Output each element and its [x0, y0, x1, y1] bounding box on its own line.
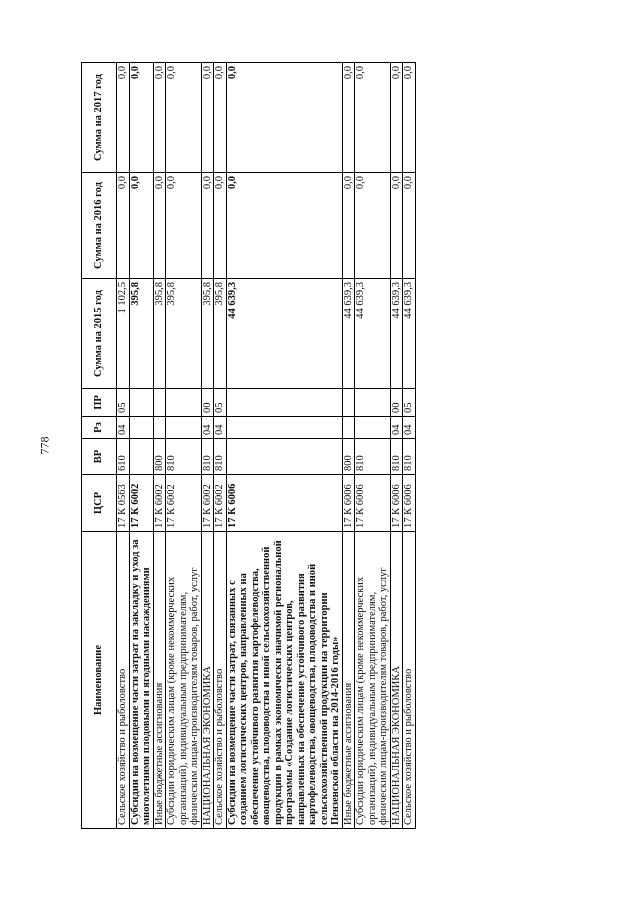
row-csr: 17 К 6006 — [342, 475, 355, 532]
row-csr: 17 К 6002 — [129, 475, 153, 532]
row-name: Иные бюджетные ассигнования — [153, 532, 166, 829]
row-sum-2015: 44 639,3 — [403, 279, 416, 389]
table-row — [226, 63, 342, 829]
row-name: Сельское хозяйство и рыболовство — [117, 532, 130, 829]
row-rz — [226, 417, 342, 439]
row-sum-2015: 44 639,3 — [355, 279, 391, 389]
row-pr — [355, 389, 391, 417]
row-vr: 810 — [214, 439, 227, 475]
row-pr: 00 — [201, 389, 214, 417]
row-name: Субсидии на возмещение части затрат, связанных с созданием логистических центров, направленных на обеспечение устойчивого развития картофелеводства, овощеводства, плодоводства и иной сельскохозяйственной продукции в рамках экономически значимой региональной программы «Создание логистических центров, направленных на обеспечение устойчивого развития картофелеводства, овощеводства, плодоводства и иной сельскохозяйственной продукции на территории Пензенской области на 2014-2016 годы» — [226, 532, 342, 829]
row-rz: 04 — [390, 417, 403, 439]
table-row — [153, 63, 166, 829]
row-csr: 17 К 6002 — [201, 475, 214, 532]
row-vr: 810 — [403, 439, 416, 475]
row-sum-2016: 0,0 — [201, 173, 214, 279]
table-row — [342, 63, 355, 829]
row-sum-2016: 0,0 — [129, 173, 153, 279]
row-name: Субсидии на возмещение части затрат на закладку и уход за многолетними плодовыми и ягодными насаждениями — [129, 532, 153, 829]
row-pr: 05 — [403, 389, 416, 417]
row-sum-2016: 0,0 — [342, 173, 355, 279]
row-rz — [342, 417, 355, 439]
row-name: Сельское хозяйство и рыболовство — [403, 532, 416, 829]
header-sum-2016: Сумма на 2016 год — [82, 173, 117, 279]
table-header-row — [82, 63, 117, 829]
row-sum-2017: 0,0 — [166, 63, 202, 173]
row-sum-2015: 44 639,3 — [390, 279, 403, 389]
row-sum-2017: 0,0 — [214, 63, 227, 173]
row-pr — [226, 389, 342, 417]
row-sum-2017: 0,0 — [226, 63, 342, 173]
row-sum-2015: 395,8 — [214, 279, 227, 389]
row-sum-2015: 44 639,3 — [226, 279, 342, 389]
row-sum-2015: 44 639,3 — [342, 279, 355, 389]
row-csr: 17 К 6006 — [390, 475, 403, 532]
row-sum-2016: 0,0 — [166, 173, 202, 279]
header-csr: ЦСР — [82, 475, 117, 532]
row-sum-2017: 0,0 — [390, 63, 403, 173]
header-vr: ВР — [82, 439, 117, 475]
table-row — [201, 63, 214, 829]
row-sum-2015: 395,8 — [153, 279, 166, 389]
table-row — [355, 63, 391, 829]
table-row — [166, 63, 202, 829]
row-name: Субсидии юридическим лицам (кроме некоммерческих организаций), индивидуальным предпринимателям, физическим лицам-производителям товаров, работ, услуг — [355, 532, 391, 829]
row-pr — [129, 389, 153, 417]
row-rz — [355, 417, 391, 439]
row-vr: 800 — [342, 439, 355, 475]
row-pr — [342, 389, 355, 417]
row-csr: 17 К 6006 — [403, 475, 416, 532]
row-name: Иные бюджетные ассигнования — [342, 532, 355, 829]
row-sum-2016: 0,0 — [214, 173, 227, 279]
header-rz: Рз — [82, 417, 117, 439]
budget-table — [81, 62, 416, 829]
row-sum-2016: 0,0 — [390, 173, 403, 279]
row-sum-2017: 0,0 — [129, 63, 153, 173]
row-sum-2016: 0,0 — [117, 173, 130, 279]
row-pr — [153, 389, 166, 417]
rotated-page — [81, 63, 517, 829]
row-csr: 17 К 6002 — [214, 475, 227, 532]
row-sum-2016: 0,0 — [226, 173, 342, 279]
table-body — [117, 63, 416, 829]
header-name: Наименование — [82, 532, 117, 829]
row-pr: 05 — [214, 389, 227, 417]
table-row — [403, 63, 416, 829]
row-pr: 00 — [390, 389, 403, 417]
row-name: Субсидии юридическим лицам (кроме некоммерческих организаций), индивидуальным предпринимателям, физическим лицам-производителям товаров, работ, услуг — [166, 532, 202, 829]
row-csr: 17 К 6002 — [166, 475, 202, 532]
row-vr: 610 — [117, 439, 130, 475]
row-vr: 810 — [355, 439, 391, 475]
row-vr: 810 — [390, 439, 403, 475]
row-sum-2015: 395,8 — [129, 279, 153, 389]
row-rz: 04 — [403, 417, 416, 439]
row-name: НАЦИОНАЛЬНАЯ ЭКОНОМИКА — [201, 532, 214, 829]
row-sum-2015: 395,8 — [201, 279, 214, 389]
row-vr: 800 — [153, 439, 166, 475]
row-sum-2015: 395,8 — [166, 279, 202, 389]
row-csr: 17 К 6006 — [226, 475, 342, 532]
row-vr: 810 — [166, 439, 202, 475]
header-pr: ПР — [82, 389, 117, 417]
row-csr: 17 К 6006 — [355, 475, 391, 532]
row-csr: 17 К 0563 — [117, 475, 130, 532]
row-sum-2017: 0,0 — [153, 63, 166, 173]
table-row — [129, 63, 153, 829]
row-sum-2017: 0,0 — [403, 63, 416, 173]
row-sum-2016: 0,0 — [403, 173, 416, 279]
row-sum-2016: 0,0 — [355, 173, 391, 279]
row-sum-2017: 0,0 — [117, 63, 130, 173]
row-sum-2016: 0,0 — [153, 173, 166, 279]
row-name: НАЦИОНАЛЬНАЯ ЭКОНОМИКА — [390, 532, 403, 829]
row-sum-2017: 0,0 — [342, 63, 355, 173]
row-name: Сельское хозяйство и рыболовство — [214, 532, 227, 829]
row-sum-2017: 0,0 — [201, 63, 214, 173]
row-pr: 05 — [117, 389, 130, 417]
row-sum-2015: 1 102,5 — [117, 279, 130, 389]
row-pr — [166, 389, 202, 417]
row-rz — [166, 417, 202, 439]
page-number: 778 — [37, 436, 52, 455]
row-rz — [129, 417, 153, 439]
row-vr — [226, 439, 342, 475]
row-rz — [153, 417, 166, 439]
header-sum-2015: Сумма на 2015 год — [82, 279, 117, 389]
table-row — [117, 63, 130, 829]
row-csr: 17 К 6002 — [153, 475, 166, 532]
table-row — [214, 63, 227, 829]
row-vr: 810 — [201, 439, 214, 475]
header-sum-2017: Сумма на 2017 год — [82, 63, 117, 173]
row-vr — [129, 439, 153, 475]
row-rz: 04 — [201, 417, 214, 439]
row-rz: 04 — [117, 417, 130, 439]
row-rz: 04 — [214, 417, 227, 439]
row-sum-2017: 0,0 — [355, 63, 391, 173]
table-row — [390, 63, 403, 829]
